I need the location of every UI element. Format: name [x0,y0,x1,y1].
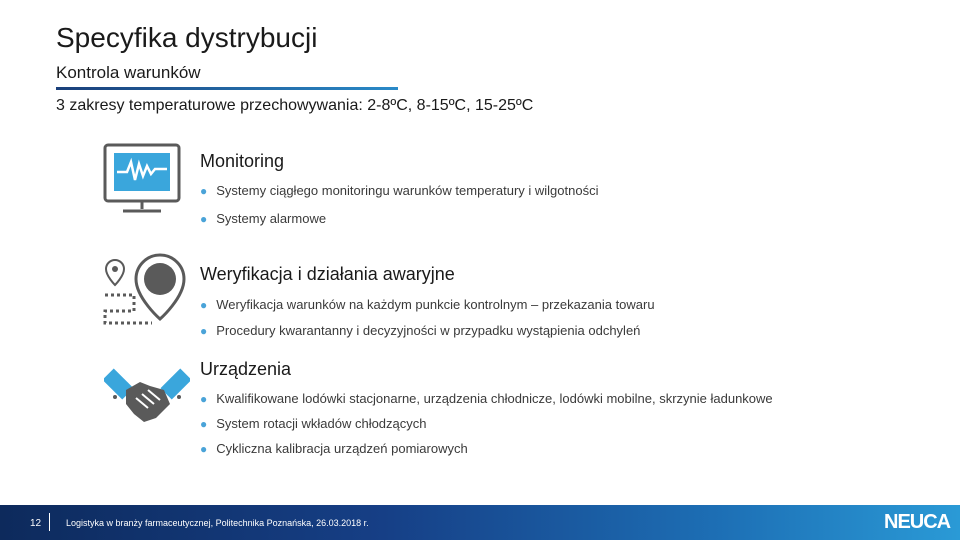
list-item: ● Kwalifikowane lodówki stacjonarne, urządzenia chłodnicze, lodówki mobilne, skrzynie ładunkowe [200,391,773,406]
footer-text: Logistyka w branży farmaceutycznej, Politechnika Poznańska, 26.03.2018 r. [66,518,369,528]
list-item: ● Weryfikacja warunków na każdym punkcie kontrolnym – przekazania towaru [200,297,655,312]
handshake-icon [104,360,190,428]
list-item: ● Procedury kwarantanny i decyzyjności w przypadku wystąpienia odchyleń [200,323,641,338]
page-number: 12 [30,518,42,529]
neuca-logo: NEUCA [884,511,951,533]
page-title: Specyfika dystrybucji [56,22,318,53]
bullet-icon: ● [200,324,208,338]
footer-separator [49,513,50,531]
bullet-icon: ● [200,298,208,312]
bullet-icon: ● [200,212,208,226]
list-item: ● Systemy ciągłego monitoringu warunków temperatury i wilgotności [200,183,599,198]
bullet-icon: ● [200,392,208,406]
page-subtitle: Kontrola warunków [56,63,201,82]
monitor-icon [103,143,183,215]
section-title-verification: Weryfikacja i działania awaryjne [200,264,455,284]
footer-bar [0,505,960,540]
temperature-ranges: 3 zakresy temperaturowe przechowywania: 2-8ºC, 8-15ºC, 15-25ºC [56,97,534,114]
list-item: ● Cykliczna kalibracja urządzeń pomiarowych [200,441,468,456]
list-item: ● Systemy alarmowe [200,211,327,226]
list-item: ● System rotacji wkładów chłodzących [200,416,427,431]
bullet-icon: ● [200,442,208,456]
section-title-devices: Urządzenia [200,359,292,379]
route-pin-icon [100,253,192,329]
bullet-icon: ● [200,417,208,431]
title-underline [56,87,398,90]
section-title-monitoring: Monitoring [200,151,285,171]
bullet-icon: ● [200,184,208,198]
